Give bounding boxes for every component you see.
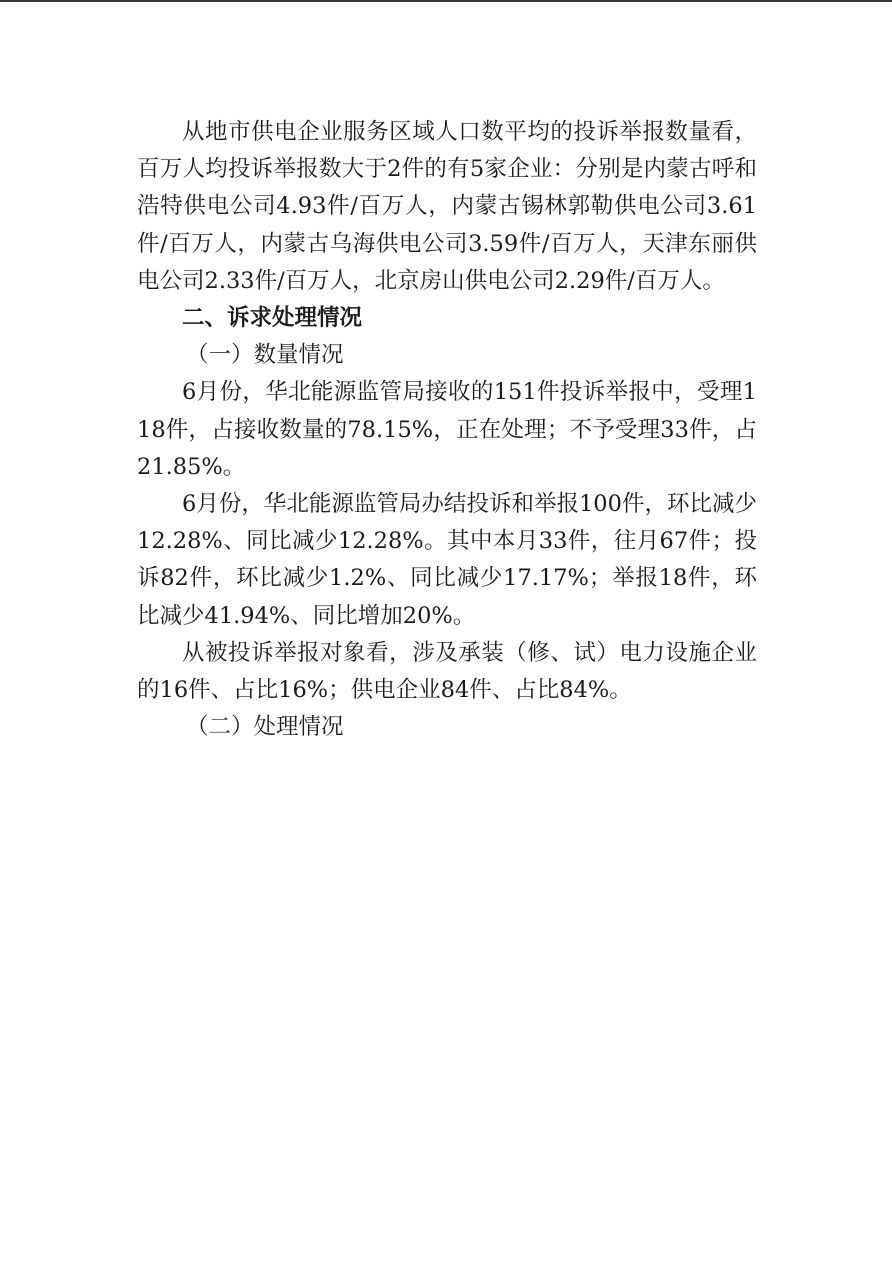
page-top-border <box>0 0 892 2</box>
subheading-quantity: （一）数量情况 <box>186 342 344 369</box>
paragraph-complaint-targets: 从被投诉举报对象看，涉及承装（修、试）电力设施企业的16件、占比16%；供电企业84件、占比84%。 <box>137 639 757 704</box>
paragraph-complaints-per-million: 从地市供电企业服务区域人口数平均的投诉举报数量看，百万人均投诉举报数大于2件的有5家企业：分别是内蒙古呼和浩特供电公司4.93件/百万人，内蒙古锡林郭勒供电公司3.61件/百万人，内蒙古乌海供电公司3.59件/百万人，天津东丽供电公司2.33件/百万人，北京房山供电公司2.29件/百万人。 <box>137 119 757 294</box>
document-body <box>137 114 757 746</box>
paragraph-closed-cases: 6月份，华北能源监管局办结投诉和举报100件，环比减少12.28%、同比减少12.28%。其中本月33件，往月67件；投诉82件，环比减少1.2%、同比减少17.17%；举报18件，环比减少41.94%、同比增加20%。 <box>137 491 757 629</box>
section-heading-appeal-handling: 二、诉求处理情况 <box>182 305 363 332</box>
subheading-handling: （二）处理情况 <box>186 714 344 741</box>
paragraph-received-accepted: 6月份，华北能源监管局接收的151件投诉举报中，受理118件，占接收数量的78.15%，正在处理；不予受理33件，占21.85%。 <box>137 379 757 480</box>
